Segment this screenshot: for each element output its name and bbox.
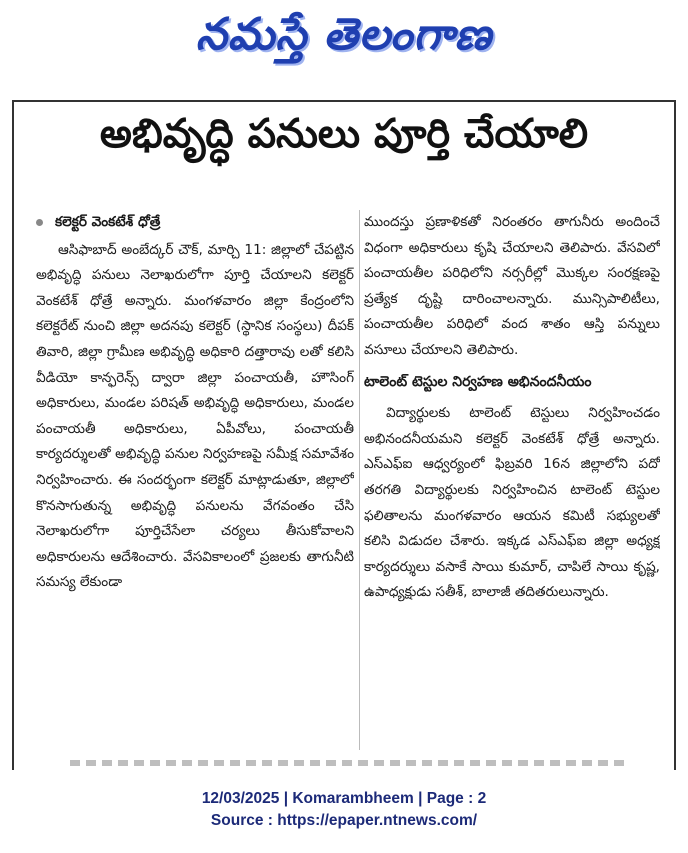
- article-paragraph: ముందస్తు ప్రణాళికతో నిరంతరం తాగునీరు అందించే విధంగా అధికారులు కృషి చేయాలని తెలిపారు. వేసవిలో పంచాయతీల పరిధిలోని నర్సరీల్లో మొక్కల సంరక్షణపై ప్రత్యేక దృష్టి దారించాలన్నారు. మున్సిపాలిటీలు, పంచాయతీల పరిధిలో వంద శాతం ఆస్తి పన్నులు వసూలు చేయాలని తెలిపారు.: [364, 214, 660, 358]
- news-clipping: [12, 100, 676, 770]
- source-link[interactable]: Source : https://epaper.ntnews.com/: [210, 812, 478, 829]
- masthead: [0, 0, 688, 80]
- article-byline: [36, 210, 354, 236]
- page-footer: [0, 788, 688, 832]
- article-paragraph: ఆసిఫాబాద్ అంబేద్కర్ చౌక్, మార్చి 11: జిల్లాలో చేపట్టిన అభివృద్ధి పనులు నెలాఖరులోగా పూర్తి చేయాలని కలెక్టర్ వెంకటేశ్ ధోత్రే అన్నారు. మంగళవారం జిల్లా కేంద్రంలోని కలెక్టరేట్ నుంచి జిల్లా అదనపు కలెక్టర్ (స్థానిక సంస్థలు) దీపక్ తివారి, జిల్లా గ్రామీణ అభివృద్ధి అధికారి దత్తారావు లతో కలిసి వీడియో కాన్ఫరెన్స్ ద్వారా జిల్లా పంచాయతీ, హౌసింగ్ అధికారులు, మండల పరిషత్ అభివృద్ధి అధికారులు, మండల పంచాయతీ అధికారులు, ఏపీవోలు, పంచాయతీ కార్యదర్శులతో అభివృద్ధి పనుల నిర్వహణపై సమీక్ష సమావేశం నిర్వహించారు. ఈ సందర్భంగా కలెక్టర్ మాట్లాడుతూ, జిల్లాలో కొనసాగుతున్న అభివృద్ధి పనులను వేగవంతం చేసి నెలాఖరులోగా పూర్తిచేసేలా చర్యలు తీసుకోవాలని అధికారులను ఆదేశించారు. వేసవికాలంలో ప్రజలకు తాగునీటి సమస్య లేకుండా: [36, 241, 354, 591]
- article-column-left: [36, 210, 354, 770]
- column-divider: [359, 210, 360, 750]
- newspaper-logo: నమస్తే తెలంగాణ: [195, 9, 493, 60]
- edition-info: 12/03/2025 | Komarambheem | Page : 2: [201, 790, 487, 807]
- cropped-next-article-edge: [70, 760, 630, 766]
- article-subheading: టాలెంట్ టెస్టుల నిర్వహణ అభినందనీయం: [364, 373, 592, 390]
- bullet-icon: [36, 219, 43, 226]
- article-headline: అభివృద్ధి పనులు పూర్తి చేయాలి: [99, 111, 589, 157]
- article-paragraph: విద్యార్థులకు టాలెంట్ టెస్టులు నిర్వహించడం అభినందనీయమని కలెక్టర్ వెంకటేశ్ ధోత్రే అన్నారు. ఎస్ఎఫ్ఐ ఆధ్వర్యంలో ఫిబ్రవరి 16న జిల్లాలోని పదో తరగతి విద్యార్థులకు నిర్వహించిన టాలెంట్ టెస్టుల ఫలితాలను మంగళవారం ఆయన కమిటీ సభ్యులతో కలిసి విడుదల చేశారు. ఇక్కడ ఎస్ఎఫ్ఐ జిల్లా అధ్యక్ష కార్యదర్శులు వసాకే సాయి కుమార్, చాపిలే సాయి కృష్ణ, ఉపాధ్యక్షుడు సతీశ్, బాలాజీ తదితరులున్నారు.: [364, 405, 660, 601]
- article-column-right: [364, 210, 660, 770]
- byline-text: కలెక్టర్ వెంకటేశ్ ధోత్రే: [55, 214, 161, 230]
